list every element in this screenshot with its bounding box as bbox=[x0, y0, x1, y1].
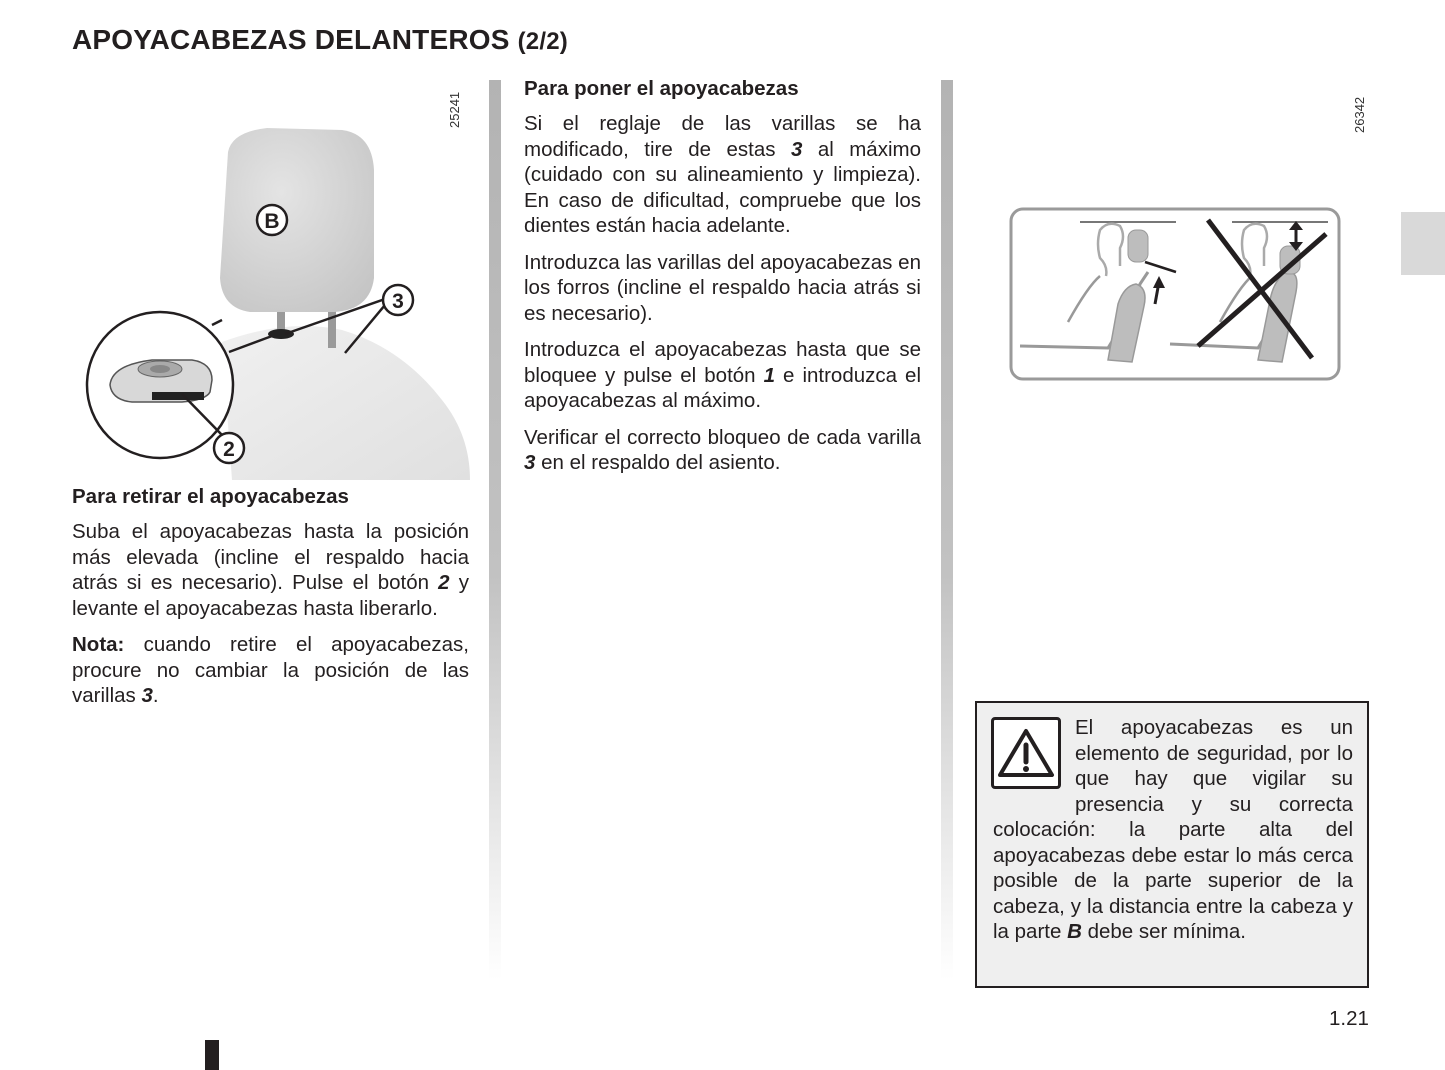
column-divider bbox=[941, 80, 953, 980]
remove-heading: Para retirar el apoyacabezas bbox=[72, 485, 349, 508]
label-b: B bbox=[264, 210, 280, 233]
note-paragraph: Nota: cuando retire el apoyacabezas, procure no cambiar la posición de las varillas 3. bbox=[72, 633, 469, 707]
section-tab-marker bbox=[1401, 212, 1445, 275]
warning-box bbox=[975, 701, 1369, 988]
column-divider bbox=[489, 80, 501, 980]
install-heading: Para poner el apoyacabezas bbox=[524, 77, 799, 100]
headrest-illustration bbox=[72, 80, 472, 480]
print-marker bbox=[205, 1040, 219, 1070]
warning-triangle-icon bbox=[991, 717, 1061, 789]
install-paragraph-1: Si el reglaje de las varillas se ha modificado, tire de estas 3 al máximo (cuidado con su alineamiento y limpieza). En caso de dificultad, compruebe que los dientes están hacia adelante. bbox=[524, 112, 921, 237]
figure-code: 25241 bbox=[447, 91, 462, 128]
warning-text: El apoyacabezas es un elemento de seguridad, por lo que hay que vigilar su presencia y su correcta colocación: la parte alta del apoyacabezas debe estar lo más cerca posible de la parte superior de la cabeza, y la distancia entre la cabeza y la parte B debe ser mínima. bbox=[993, 716, 1353, 943]
column-install bbox=[524, 76, 921, 487]
head-position-illustration bbox=[1008, 206, 1342, 384]
install-paragraph-2: Introduzca las varillas del apoyacabezas en los forros (incline el respaldo hacia atrás si es necesario). bbox=[524, 250, 921, 325]
figure-code: 26342 bbox=[1352, 96, 1367, 133]
page-number: 1.21 bbox=[1329, 1007, 1369, 1030]
label-3: 3 bbox=[392, 290, 404, 313]
remove-paragraph: Suba el apoyacabezas hasta la posición más elevada (incline el respaldo hacia atrás si es necesario). Pulse el botón 2 y levante el apoyacabezas hasta liberarlo. bbox=[72, 520, 469, 620]
install-paragraph-4: Verificar el correcto bloqueo de cada varilla 3 en el respaldo del asiento. bbox=[524, 425, 921, 474]
column-remove bbox=[72, 484, 469, 720]
page-title: APOYACABEZAS DELANTEROS (2/2) bbox=[72, 24, 568, 55]
install-paragraph-3: Introduzca el apoyacabezas hasta que se bloquee y pulse el botón 1 e introduzca el apoyacabezas al máximo. bbox=[524, 338, 922, 412]
label-2: 2 bbox=[223, 438, 235, 461]
